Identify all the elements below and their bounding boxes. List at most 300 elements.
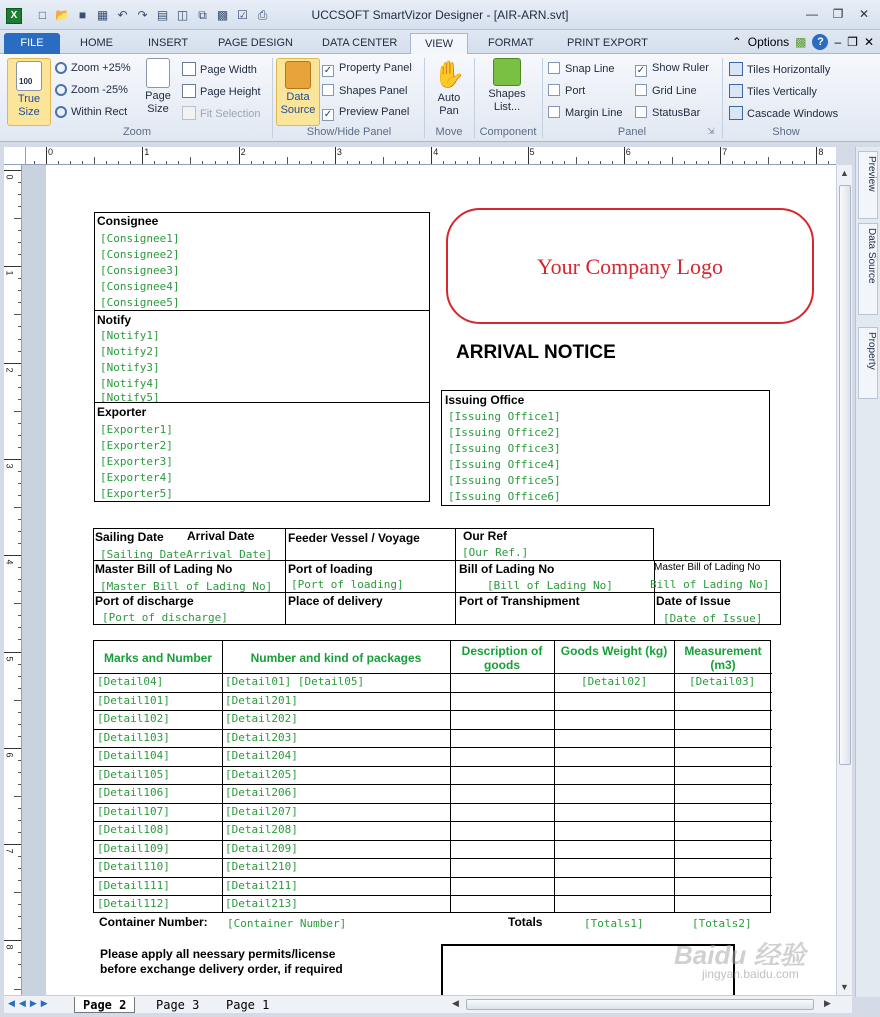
zoom-out-label: Zoom -25% [71, 84, 128, 96]
detail-marks-field[interactable]: [Detail04] [97, 675, 164, 688]
move-group-label: Move [435, 126, 463, 138]
detail-measure-field[interactable]: [Detail03] [689, 675, 756, 688]
tab-print-export[interactable]: PRINT EXPORT [567, 37, 648, 49]
table-row-packages[interactable]: [Detail211] [225, 878, 298, 892]
auto-pan-label: Auto Pan [437, 92, 461, 117]
data-source-button[interactable] [276, 58, 320, 126]
ruler-minor-tick [190, 157, 191, 165]
true-size-button[interactable] [7, 58, 51, 126]
page-size-label: Page Size [145, 90, 171, 115]
sailing-date-field[interactable]: [Sailing DateArrival Date] [100, 548, 273, 561]
ruler-major-tick [4, 844, 22, 845]
tab-page-design[interactable]: PAGE DESIGN [218, 37, 293, 49]
grid-line-checkbox[interactable] [635, 84, 697, 97]
port-discharge-field[interactable]: [Port of discharge] [102, 611, 228, 624]
master-bl-field[interactable]: [Master Bill of Lading No] [100, 580, 273, 593]
notice-line-2: before exchange delivery order, if required [100, 962, 343, 976]
cascade-windows-button[interactable] [729, 106, 838, 120]
divider-line [94, 402, 430, 403]
ruler-minor-tick [479, 157, 480, 165]
table-header: Goods Weight (kg) [560, 644, 668, 658]
title-bar [0, 0, 880, 30]
table-row-packages[interactable]: [Detail210] [225, 860, 298, 873]
ribbon-separator [722, 58, 723, 138]
company-logo-text: Your Company Logo [536, 254, 723, 279]
save-as-icon[interactable]: ▦ [96, 8, 109, 22]
ruler-number: 1 [144, 147, 150, 157]
horizontal-ruler[interactable] [26, 147, 836, 165]
shapes-panel-label: Shapes Panel [339, 85, 408, 97]
table-row-packages[interactable]: [Detail205] [225, 767, 298, 781]
ruler-major-tick [4, 363, 22, 364]
zoom-out-icon [55, 84, 67, 96]
ruler-number: 5 [529, 147, 535, 157]
tab-right-controls [732, 34, 874, 50]
fit-selection-button[interactable] [182, 106, 261, 120]
notify-field[interactable]: [Notify4] [100, 377, 160, 390]
detail-packages-field[interactable]: [Detail01] [Detail05] [225, 675, 365, 688]
consignee-field[interactable]: [Consignee4] [100, 280, 180, 293]
table-row-marks[interactable]: [Detail102] [97, 712, 170, 725]
watermark-sub: jingyan.baidu.com [702, 967, 799, 981]
notify-field[interactable]: [Notify2] [100, 345, 160, 358]
tiles-vertically-label: Tiles Vertically [747, 86, 817, 98]
tab-view[interactable]: VIEW [410, 33, 468, 54]
issuing-office-field[interactable]: [Issuing Office4] [448, 458, 561, 471]
design-canvas[interactable] [22, 165, 836, 995]
cascade-windows-icon [729, 106, 743, 120]
tab-file[interactable]: FILE [4, 33, 60, 54]
checkbox-checked-icon: ✓ [323, 65, 333, 76]
table-row-divider [94, 766, 772, 767]
page-size-icon [146, 58, 170, 88]
copy-icon[interactable]: ⧉ [198, 8, 207, 22]
shapes-list-button[interactable] [482, 58, 532, 114]
table-column-divider [554, 641, 555, 912]
ruler-major-tick [624, 147, 625, 165]
tiles-vertically-icon [729, 84, 743, 98]
page-height-label: Page Height [200, 86, 261, 98]
zoom-in-button[interactable] [55, 62, 131, 74]
page-width-icon [182, 62, 196, 76]
table-row-marks[interactable]: [Detail104] [97, 749, 170, 762]
tiles-vertically-button[interactable] [729, 84, 817, 98]
table-row-packages[interactable]: [Detail201] [225, 693, 298, 707]
page-tab[interactable]: Page 1 [226, 998, 270, 1012]
checkbox-unchecked-icon [548, 84, 560, 96]
data-source-label: Data Source [280, 91, 316, 116]
table-row-marks[interactable]: [Detail112] [97, 897, 170, 910]
restore-icon[interactable]: ❐ [832, 7, 844, 21]
tiles-horizontally-icon [729, 62, 743, 76]
issuing-office-field[interactable]: [Issuing Office3] [448, 442, 561, 455]
table-row-packages[interactable]: [Detail204] [225, 749, 298, 762]
property-side-tab[interactable] [858, 327, 878, 399]
panel-group-label: Panel [617, 126, 647, 138]
totals2-field[interactable]: [Totals2] [692, 917, 752, 930]
notify-label: Notify [97, 313, 131, 327]
table-row-packages[interactable]: [Detail213] [225, 897, 298, 910]
table-row-divider [94, 895, 772, 896]
ruler-number: 0 [48, 147, 54, 157]
place-delivery-label: Place of delivery [288, 594, 383, 608]
ruler-number: 3 [336, 147, 342, 157]
ruler-minor-tick [94, 157, 95, 165]
table-header: Description of goods [461, 644, 543, 672]
data-source-side-tab[interactable] [858, 223, 878, 315]
statusbar-checkbox[interactable] [635, 106, 700, 119]
table-row-marks[interactable]: [Detail105] [97, 767, 170, 781]
sailing-date-label: Sailing Date [95, 530, 164, 544]
consignee-field[interactable]: [Consignee3] [100, 264, 180, 277]
ribbon-tabs [0, 30, 880, 54]
port-loading-field[interactable]: [Port of loading] [291, 578, 404, 591]
tab-data-center[interactable]: DATA CENTER [322, 37, 398, 49]
vertical-ruler[interactable] [4, 165, 22, 995]
close-icon[interactable]: ✕ [858, 7, 870, 21]
checkbox-checked-icon: ✓ [323, 109, 333, 120]
table-column-divider [450, 641, 451, 912]
table-row-packages[interactable]: [Detail209] [225, 841, 298, 855]
issuing-office-field[interactable]: [Issuing Office6] [448, 490, 561, 503]
notify-field[interactable]: [Notify5] [100, 391, 160, 402]
table-row-packages[interactable]: [Detail208] [225, 823, 298, 836]
ribbon-separator [272, 58, 273, 138]
preview-panel-checkbox[interactable] [322, 106, 409, 121]
ruler-major-tick [431, 147, 432, 165]
style-icon[interactable]: ▩ [795, 35, 807, 49]
company-logo-box[interactable] [446, 208, 814, 324]
zoom-out-button[interactable] [55, 84, 128, 96]
page-width-label: Page Width [200, 64, 257, 76]
tab-home[interactable]: HOME [80, 37, 113, 49]
ruler-minor-tick [14, 892, 22, 893]
within-rect-button[interactable] [55, 106, 127, 118]
shapes-list-icon [493, 58, 521, 86]
tab-format[interactable]: FORMAT [488, 37, 534, 49]
table-row-marks[interactable]: [Detail106] [97, 786, 170, 799]
notice-line-1: Please apply all neessary permits/license [100, 947, 336, 961]
snap-line-checkbox[interactable] [548, 62, 615, 75]
shapes-panel-checkbox[interactable] [322, 84, 408, 97]
checkbox-unchecked-icon [635, 106, 647, 118]
notify-field[interactable]: [Notify1] [100, 329, 160, 342]
ruler-major-tick [4, 555, 22, 556]
table-column-divider [222, 641, 223, 912]
scroll-up-icon[interactable]: ▲ [840, 168, 849, 178]
feeder-vessel-label: Feeder Vessel / Voyage [288, 531, 420, 545]
table-row-packages[interactable]: [Detail207] [225, 804, 298, 818]
options-chevron-icon[interactable]: ⌃ [731, 35, 742, 49]
paste-icon[interactable]: ▩ [216, 8, 229, 22]
ruler-major-tick [4, 940, 22, 941]
ruler-number: 4 [433, 147, 439, 157]
page-tab[interactable]: Page 3 [156, 998, 200, 1012]
date-of-issue-label: Date of Issue [656, 594, 731, 608]
property-panel-checkbox[interactable] [322, 62, 412, 77]
table-row-divider [94, 692, 772, 693]
ruler-number: 4 [4, 559, 15, 565]
page-width-button[interactable] [182, 62, 257, 76]
table-row-divider [94, 821, 772, 822]
hand-icon: ✋ [433, 59, 466, 89]
ruler-minor-tick [14, 218, 22, 219]
vertical-scrollbar[interactable] [836, 165, 852, 995]
table-header: Measurement (m3) [684, 644, 762, 672]
port-checkbox[interactable] [548, 84, 585, 97]
window-controls [804, 6, 872, 22]
scroll-right-icon[interactable]: ▶ [824, 998, 831, 1008]
tiles-horizontally-label: Tiles Horizontally [747, 64, 831, 76]
preview-icon[interactable]: ☑ [237, 8, 248, 22]
issuing-office-field[interactable]: [Issuing Office5] [448, 474, 561, 487]
window-title: UCCSOFT SmartVizor Designer - [AIR-ARN.svt] [311, 8, 569, 22]
ruler-number: 2 [4, 367, 15, 373]
ruler-major-tick [335, 147, 336, 165]
table-row-divider [94, 803, 772, 804]
page-size-button[interactable] [138, 58, 178, 116]
undo-icon[interactable]: ↶ [117, 8, 128, 22]
table-row-marks[interactable]: [Detail101] [97, 693, 170, 707]
show-ruler-checkbox[interactable] [635, 62, 709, 77]
cascade-windows-label: Cascade Windows [747, 108, 839, 120]
page-nav-icon[interactable]: ◀◀▶▶ [8, 998, 52, 1008]
options-menu[interactable]: Options [747, 35, 790, 49]
table-row-divider [94, 747, 772, 748]
ruler-major-tick [4, 459, 22, 460]
checkbox-checked-icon: ✓ [636, 65, 646, 76]
consignee-field[interactable]: [Consignee5] [100, 296, 180, 309]
exporter-field[interactable]: [Exporter2] [100, 439, 173, 452]
detail-weight-field[interactable]: [Detail02] [581, 675, 648, 688]
ruler-number: 7 [722, 147, 728, 157]
ruler-number: 8 [4, 944, 15, 950]
page-tab-bar [4, 995, 852, 1013]
ruler-minor-tick [14, 603, 22, 604]
within-rect-icon [55, 106, 67, 118]
ruler-number: 1 [4, 270, 15, 276]
ruler-number: 7 [4, 848, 15, 854]
zoom-in-label: Zoom +25% [71, 62, 131, 74]
table-row-packages[interactable]: [Detail206] [225, 786, 298, 799]
ribbon-separator [424, 58, 425, 138]
checkbox-unchecked-icon [548, 62, 560, 74]
table-row-divider [94, 710, 772, 711]
issuing-office-field[interactable]: [Issuing Office2] [448, 426, 561, 439]
bill-of-lading-field[interactable]: [Bill of Lading No] [487, 579, 613, 592]
our-ref-field[interactable]: [Our Ref.] [462, 546, 529, 559]
margin-line-label: Margin Line [565, 107, 623, 119]
detail-table[interactable] [93, 640, 771, 913]
help-icon[interactable]: ? [812, 34, 828, 50]
tiles-horizontally-button[interactable] [729, 62, 830, 76]
date-of-issue-field[interactable]: [Date of Issue] [663, 612, 763, 625]
ribbon-separator [542, 58, 543, 138]
master-bl-label: Master Bill of Lading No [95, 562, 233, 576]
true-size-badge: 100 [19, 77, 33, 86]
consignee-label: Consignee [97, 214, 159, 228]
issuing-office-field[interactable]: [Issuing Office1] [448, 410, 561, 423]
table-header: Number and kind of packages [250, 651, 422, 665]
minimize-icon[interactable]: — [806, 7, 818, 21]
preview-side-tab[interactable] [858, 151, 878, 219]
ruler-number: 0 [4, 174, 15, 180]
ruler-number: 8 [818, 147, 824, 157]
ruler-major-tick [142, 147, 143, 165]
app-icon[interactable]: X [6, 8, 22, 24]
consignee-field[interactable]: [Consignee1] [100, 232, 180, 245]
vertical-scroll-thumb[interactable] [839, 185, 851, 765]
table-row-packages[interactable]: [Detail203] [225, 730, 298, 744]
ruler-major-tick [816, 147, 817, 165]
doc-minimize-icon[interactable]: – [834, 35, 842, 49]
print-icon[interactable]: ⎙ [257, 8, 268, 22]
ruler-number: 3 [4, 463, 15, 469]
ruler-corner [4, 147, 26, 165]
doc-close-icon[interactable]: ✕ [863, 35, 874, 49]
table-row-divider [94, 858, 772, 859]
dialog-launcher-icon[interactable]: ⇲ [707, 126, 715, 136]
layout-icon[interactable]: ◫ [176, 8, 189, 22]
preview-side-tab-label: Preview [866, 156, 877, 192]
side-panel [855, 147, 880, 997]
within-rect-label: Within Rect [71, 106, 128, 118]
page-height-icon [182, 84, 196, 98]
ruler-major-tick [46, 147, 47, 165]
ruler-major-tick [4, 748, 22, 749]
preview-panel-label: Preview Panel [339, 106, 410, 118]
fit-selection-label: Fit Selection [200, 108, 261, 120]
checkbox-unchecked-icon [548, 106, 560, 118]
ruler-minor-tick [383, 157, 384, 165]
issuing-office-label: Issuing Office [445, 393, 525, 407]
showhide-group-label: Show/Hide Panel [306, 126, 392, 138]
true-size-label: True Size [17, 93, 41, 118]
ruler-major-tick [4, 170, 22, 171]
page-tab-active[interactable]: Page 2 [74, 997, 135, 1013]
watermark: Bai​du 经验 [674, 940, 806, 970]
zoom-in-icon [55, 62, 67, 74]
property-panel-label: Property Panel [339, 62, 412, 74]
new-icon[interactable]: □ [38, 8, 47, 22]
show-ruler-label: Show Ruler [652, 62, 709, 74]
ribbon-separator [474, 58, 475, 138]
table-row-marks[interactable]: [Detail103] [97, 730, 170, 744]
port-label: Port [565, 85, 586, 97]
ruler-minor-tick [672, 157, 673, 165]
port-loading-label: Port of loading [288, 562, 373, 576]
grid-line-label: Grid Line [652, 85, 697, 97]
true-size-icon [16, 61, 42, 91]
zoom-group-label: Zoom [122, 126, 152, 138]
page-height-button[interactable] [182, 84, 261, 98]
ruler-major-tick [720, 147, 721, 165]
ruler-number: 6 [625, 147, 631, 157]
exporter-field[interactable]: [Exporter5] [100, 487, 173, 500]
ruler-minor-tick [14, 314, 22, 315]
totals-label: Totals [508, 915, 543, 929]
table-row-marks[interactable]: [Detail107] [97, 804, 170, 818]
ruler-major-tick [239, 147, 240, 165]
scroll-left-icon[interactable]: ◀ [452, 998, 459, 1008]
save-icon[interactable]: ■ [78, 8, 87, 22]
exporter-label: Exporter [97, 405, 147, 419]
totals1-field[interactable]: [Totals1] [584, 917, 644, 930]
exporter-field[interactable]: [Exporter1] [100, 423, 173, 436]
statusbar-label: StatusBar [652, 107, 701, 119]
shapes-list-label: Shapes List... [488, 88, 526, 113]
exporter-field[interactable]: [Exporter4] [100, 471, 173, 484]
table-header: Marks and Number [103, 651, 213, 665]
snap-line-label: Snap Line [565, 63, 615, 75]
ruler-minor-tick [14, 796, 22, 797]
port-discharge-label: Port of discharge [95, 594, 194, 608]
container-number-label: Container Number: [99, 915, 208, 929]
arrival-date-label: Arrival Date [187, 529, 255, 543]
doc-restore-icon[interactable]: ❐ [847, 35, 858, 49]
table-row-marks[interactable]: [Detail108] [97, 823, 170, 836]
table-column-divider [674, 641, 675, 912]
redo-icon[interactable]: ↷ [137, 8, 148, 22]
document-title: ARRIVAL NOTICE [456, 342, 616, 363]
consignee-field[interactable]: [Consignee2] [100, 248, 180, 261]
fit-selection-icon [182, 106, 196, 120]
scroll-down-icon[interactable]: ▼ [840, 982, 849, 992]
horizontal-scroll-thumb[interactable] [466, 999, 814, 1010]
ruler-major-tick [4, 266, 22, 267]
divider-line [285, 528, 286, 625]
property-side-tab-label: Property [866, 332, 877, 370]
table-row-packages[interactable]: [Detail202] [225, 712, 298, 725]
ruler-minor-tick [14, 411, 22, 412]
table-row-divider [94, 840, 772, 841]
notify-field[interactable]: [Notify3] [100, 361, 160, 374]
page-margin-gutter [22, 165, 46, 995]
page-icon[interactable]: ▤ [156, 8, 169, 22]
ruler-number: 6 [4, 752, 15, 758]
ruler-minor-tick [14, 989, 22, 990]
table-row-marks[interactable]: [Detail109] [97, 841, 170, 855]
margin-line-checkbox[interactable] [548, 106, 622, 119]
ruler-minor-tick [14, 700, 22, 701]
show-group-label: Show [772, 126, 800, 138]
table-row-divider [94, 784, 772, 785]
ruler-major-tick [4, 652, 22, 653]
open-icon[interactable]: 📂 [55, 8, 70, 22]
table-row-divider [94, 877, 772, 878]
tab-insert[interactable]: INSERT [148, 37, 189, 49]
divider-line [455, 528, 456, 625]
data-source-icon [285, 61, 311, 89]
divider-line [94, 310, 430, 311]
ruler-major-tick [528, 147, 529, 165]
ruler-number: 5 [4, 655, 15, 662]
ribbon-view [0, 54, 880, 142]
ruler-minor-tick [576, 157, 577, 165]
ruler-number: 2 [240, 147, 246, 157]
exporter-field[interactable]: [Exporter3] [100, 455, 173, 468]
auto-pan-button[interactable] [428, 58, 470, 118]
component-group-label: Component [479, 126, 537, 138]
table-row-marks[interactable]: [Detail111] [97, 878, 170, 892]
data-source-side-tab-label: Data Source [866, 228, 877, 284]
ruler-minor-tick [287, 157, 288, 165]
table-row-marks[interactable]: [Detail110] [97, 860, 170, 873]
ruler-minor-tick [14, 507, 22, 508]
port-transhipment-label: Port of Transhipment [459, 594, 580, 608]
container-number-field[interactable]: [Container Number] [227, 917, 347, 930]
master-bl-small-field[interactable]: Bill of Lading No] [650, 578, 770, 591]
